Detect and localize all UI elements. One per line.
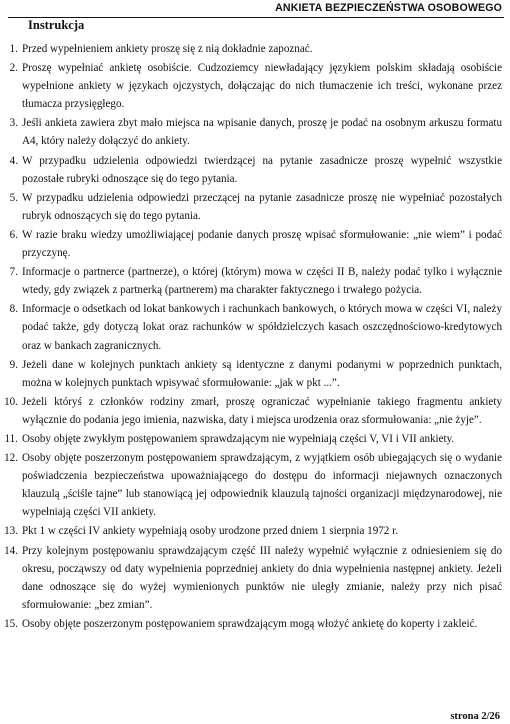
instruction-number: 7. xyxy=(9,266,18,279)
instruction-item xyxy=(5,356,502,392)
instruction-text: Osoby objęte poszerzonym postępowaniem sprawdzającym mogą włożyć ankietę do koperty i zakleić. xyxy=(22,617,478,630)
instruction-item xyxy=(5,300,502,354)
instruction-number: 2. xyxy=(9,62,18,75)
instruction-number: 1. xyxy=(9,43,18,55)
instruction-number: 15. xyxy=(4,617,18,630)
instruction-number: 9. xyxy=(9,358,18,371)
instruction-item xyxy=(5,114,502,150)
instruction-item xyxy=(5,152,502,188)
instruction-number: 12. xyxy=(4,452,18,465)
instruction-number: 10. xyxy=(4,395,18,408)
instruction-text: W razie braku wiedzy umożliwiającej podanie danych proszę wpisać sformułowanie: „nie wiem” i podać przyczynę. xyxy=(22,228,502,260)
instruction-text: Proszę wypełniać ankietę osobiście. Cudzoziemcy niewładający językiem polskim składają osobiście wypełnione ankiety w językach ojczystych, dołączając do nich tłumaczenie ich treści, wykonane przez tłumacza przysięgłego. xyxy=(22,62,502,111)
instruction-number: 3. xyxy=(9,117,18,130)
instruction-item xyxy=(5,449,502,521)
instruction-item xyxy=(5,522,502,540)
instruction-number: 4. xyxy=(9,154,18,167)
instruction-number: 11. xyxy=(4,432,18,445)
instruction-text: Pkt 1 w części IV ankiety wypełniają osoby urodzone przed dniem 1 sierpnia 1972 r. xyxy=(22,525,398,538)
instruction-number: 8. xyxy=(9,303,18,316)
instruction-text: Przy kolejnym postępowaniu sprawdzającym część III należy wypełnić wyłącznie z odniesieniem się do okresu, począwszy od daty wypełnienia poprzedniej ankiety do dnia wypełnienia następnej ankiety. Jeżeli dane odnoszące się do wyżej wymienionych punktów nie uległy zmianie, należy przy nich pisać sformułowanie: „bez zmian”. xyxy=(22,544,502,611)
instruction-text: Osoby objęte zwykłym postępowaniem sprawdzającym nie wypełniają części V, VI i VII ankiety. xyxy=(22,432,455,445)
instruction-item xyxy=(5,542,502,614)
instruction-text: Przed wypełnieniem ankiety proszę się z nią dokładnie zapoznać. xyxy=(22,43,313,55)
instruction-item xyxy=(5,263,502,299)
instruction-number: 5. xyxy=(9,191,18,204)
document-title: ANKIETA BEZPIECZEŃSTWA OSOBOWEGO xyxy=(275,2,502,14)
instruction-item xyxy=(5,615,502,633)
section-title: Instrukcja xyxy=(28,18,85,32)
instruction-text: Jeżeli któryś z członków rodziny zmarł, proszę ograniczać wypełnianie takiego fragmentu ankiety wyłącznie do podania jego imienia, nazwiska, daty i miejsca urodzenia oraz sformułowania: „nie żyje”. xyxy=(22,395,502,426)
instruction-list xyxy=(5,40,502,634)
page-number: strona 2/26 xyxy=(450,711,500,722)
instruction-text: Osoby objęte poszerzonym postępowaniem sprawdzającym, z wyjątkiem osób ubiegających się o wydanie poświadczenia bezpieczeństwa upoważniającego do dostępu do informacji niejawnych oznaczonych klauzulą „ściśle tajne” lub stanowiącą jej odpowiednik klauzulą tajności organizacji międzynarodowej, nie wypełniają części VII ankiety. xyxy=(22,452,502,519)
instruction-item xyxy=(5,430,502,448)
instruction-item xyxy=(5,59,502,113)
instruction-text: Informacje o partnerce (partnerze), o której (którym) mowa w części II B, należy podać tylko i wyłącznie wtedy, gdy związek z partnerką (partnerem) ma charakter faktycznego i trwałego pożycia. xyxy=(22,266,502,297)
instruction-text: Jeżeli dane w kolejnych punktach ankiety są identyczne z danymi podanymi w poprzednich punktach, można w kolejnych punktach wpisywać sformułowanie: „jak w pkt ...”. xyxy=(22,358,502,389)
instruction-text: Informacje o odsetkach od lokat bankowych i rachunkach bankowych, o których mowa w części VI, należy podać także, gdy dotyczą lokat oraz rachunków w spółdzielczych kasach oszczędnościowo-kredytowych oraz w bankach zagranicznych. xyxy=(22,303,502,352)
instruction-item xyxy=(5,40,502,58)
instruction-item xyxy=(5,393,502,429)
instruction-text: Jeśli ankieta zawiera zbyt mało miejsca na wpisanie danych, proszę je podać na osobnym arkuszu formatu A4, który należy dołączyć do ankiety. xyxy=(22,117,502,148)
instruction-number: 14. xyxy=(4,544,18,557)
instruction-number: 13. xyxy=(4,525,18,538)
instruction-number: 6. xyxy=(9,228,18,241)
instruction-text: W przypadku udzielenia odpowiedzi przeczącej na pytanie zasadnicze proszę nie wypełniać pozostałych rubryk odnoszących się do tego pytania. xyxy=(22,191,502,222)
instruction-item xyxy=(5,226,502,262)
instruction-item xyxy=(5,189,502,225)
instruction-text: W przypadku udzielenia odpowiedzi twierdzącej na pytanie zasadnicze proszę wypełnić wszystkie pozostałe rubryki odnoszące się do tego pytania. xyxy=(22,154,502,185)
